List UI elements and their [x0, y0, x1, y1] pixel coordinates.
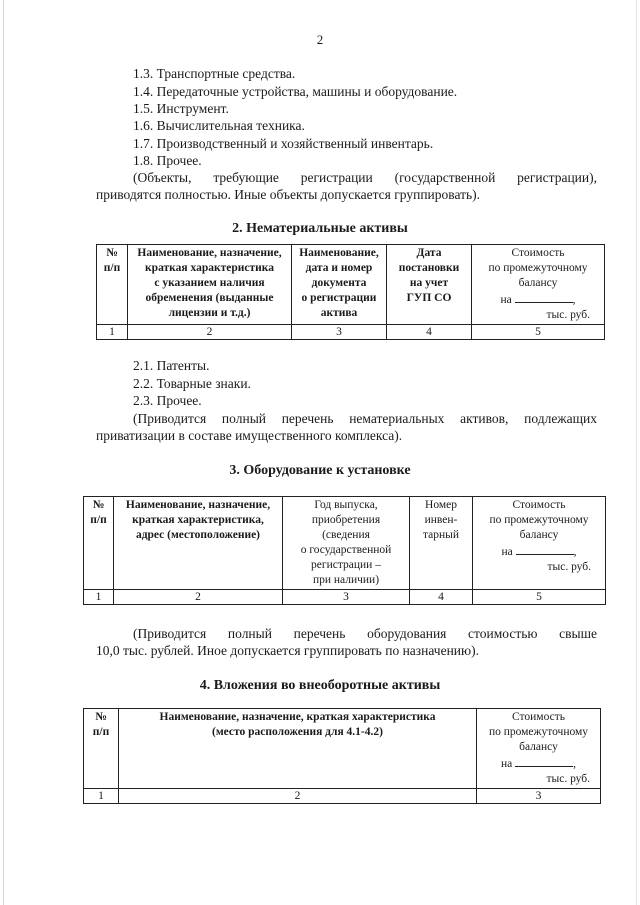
column-header: Наименование, назначение, краткая характеристика (место расположения для 4.1-4.2) [119, 709, 477, 789]
table-cell: 1 [97, 325, 128, 340]
table-row [84, 789, 601, 804]
list-item: 1.8. Прочее. [133, 153, 202, 168]
list-item: 2.3. Прочее. [133, 393, 202, 408]
list-item: 1.4. Передаточные устройства, машины и оборудование. [133, 84, 458, 99]
list-item: 1.6. Вычислительная техника. [133, 118, 305, 133]
table-cell: 3 [283, 590, 410, 605]
table-cell: 1 [84, 590, 114, 605]
table-cell: 1 [84, 789, 119, 804]
note-line: 10,0 тыс. рублей. Иное допускается группировать по назначению). [96, 643, 479, 658]
list-item: 2.2. Товарные знаки. [133, 376, 251, 391]
table-row [84, 590, 606, 605]
column-header: Наименование, дата и номер документа о регистрации актива [292, 245, 387, 325]
scan-edge-right [636, 0, 637, 905]
table-cell: 4 [410, 590, 473, 605]
table-cell: 3 [292, 325, 387, 340]
equipment-table [83, 496, 606, 605]
scan-edge-left [3, 0, 4, 905]
list-item: 1.5. Инструмент. [133, 101, 229, 116]
list-item: 1.7. Производственный и хозяйственный инвентарь. [133, 136, 434, 151]
table-header-row [84, 709, 601, 789]
section-title: 4. Вложения во внеоборотные активы [199, 678, 441, 693]
note-line: (Приводится полный перечень оборудования стоимостью свыше [133, 626, 597, 641]
column-header: Дата постановки на учет ГУП СО [387, 245, 472, 325]
table-cell: 4 [387, 325, 472, 340]
table-cell: 2 [114, 590, 283, 605]
note-line: (Приводится полный перечень нематериальных активов, подлежащих [133, 411, 597, 426]
column-header: Год выпуска, приобретения (сведения о государственной регистрации – при наличии) [283, 497, 410, 590]
table-header-row [97, 245, 605, 325]
page-number: 2 [316, 32, 324, 47]
table-header-row [84, 497, 606, 590]
table-cell: 2 [128, 325, 292, 340]
column-header: Номер инвен- тарный [410, 497, 473, 590]
non-current-investments-table [83, 708, 601, 804]
list-item: 1.3. Транспортные средства. [133, 66, 296, 81]
column-header: № п/п [84, 497, 114, 590]
column-header-cost: Стоимость по промежуточному балансу на , тыс. руб. [472, 245, 605, 325]
table-cell: 5 [472, 325, 605, 340]
note-line: приватизации в составе имущественного комплекса). [96, 428, 403, 443]
intangible-assets-table [96, 244, 605, 340]
note-line: (Объекты, требующие регистрации (государственной регистрации), [133, 170, 597, 185]
column-header: № п/п [97, 245, 128, 325]
section-title: 3. Оборудование к установке [229, 463, 411, 478]
column-header: Наименование, назначение, краткая характеристика, адрес (местоположение) [114, 497, 283, 590]
column-header-cost: Стоимость по промежуточному балансу на , тыс. руб. [477, 709, 601, 789]
list-item: 2.1. Патенты. [133, 358, 210, 373]
column-header: Наименование, назначение, краткая характеристика с указанием наличия обременения (выданные лицензии и т.д.) [128, 245, 292, 325]
table-row [97, 325, 605, 340]
table-cell: 2 [119, 789, 477, 804]
column-header-cost: Стоимость по промежуточному балансу на , тыс. руб. [473, 497, 606, 590]
column-header: № п/п [84, 709, 119, 789]
table-cell: 5 [473, 590, 606, 605]
section-title: 2. Нематериальные активы [232, 221, 408, 236]
table-cell: 3 [477, 789, 601, 804]
note-line: приводятся полностью. Иные объекты допускается группировать). [96, 187, 481, 202]
